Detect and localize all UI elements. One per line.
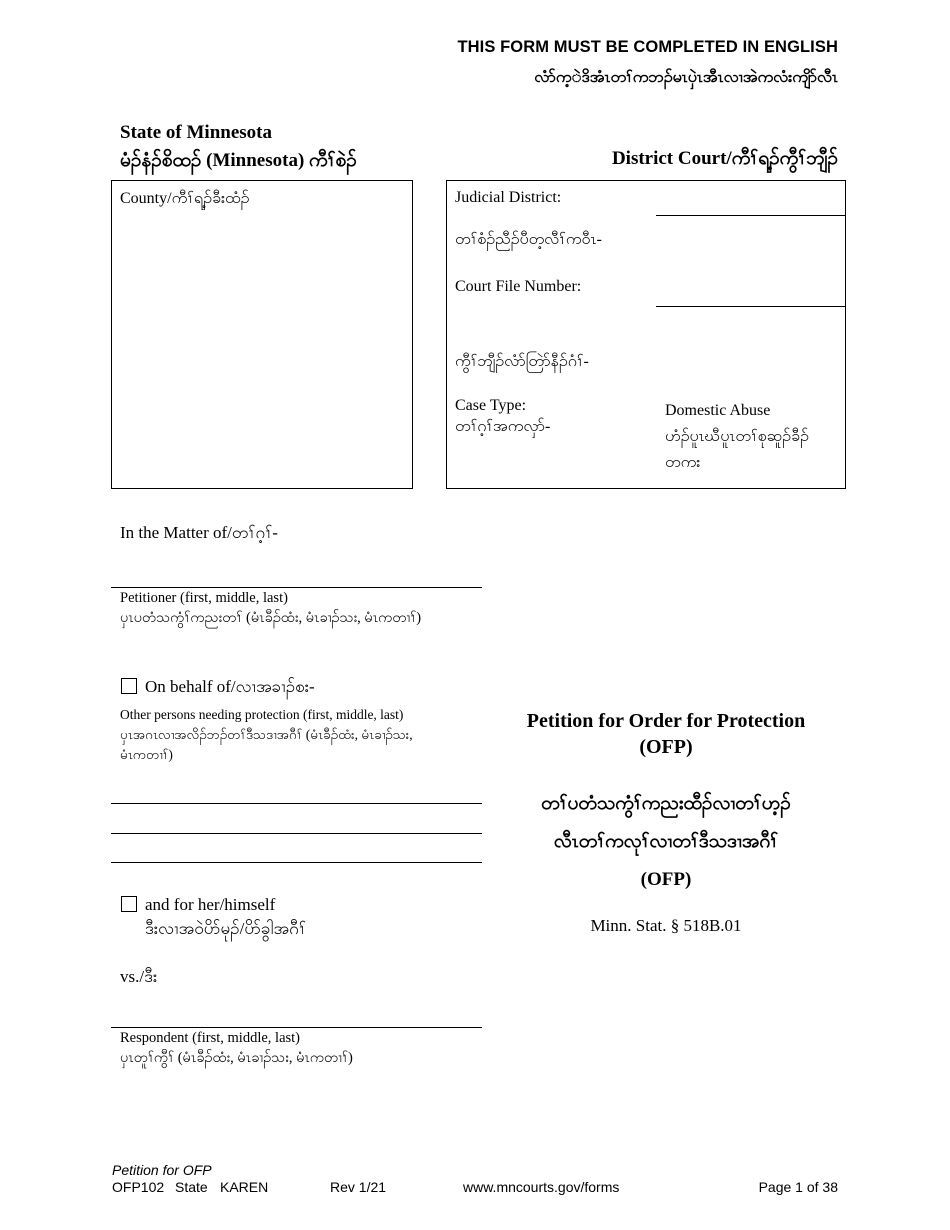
respondent-caption: [120, 1028, 353, 1068]
on-behalf-checkbox[interactable]: [121, 678, 137, 694]
karen-notice: လံာ်က့ဲဒိအံၤတၢ်ကဘၣ်မၤပှဲၤအီၤလၢအဲကလံးကျိာ်လီၤ: [534, 67, 838, 86]
versus-label: vs./ဒီး: [120, 967, 158, 986]
form-title-en: [496, 708, 836, 760]
judicial-district-field-line[interactable]: [656, 215, 845, 216]
court-file-number-field-line[interactable]: [656, 306, 845, 307]
court-file-number-label-kr: ကွီၢ်ဘျီၣ်လံာ်တြဲာ်နီၣ်ဂံၢ်-: [455, 353, 589, 370]
petitioner-caption: [120, 588, 421, 628]
statute-reference: Minn. Stat. § 518B.01: [590, 916, 742, 935]
self-label-en: and for her/himself: [145, 895, 276, 914]
form-title-en-line-1: Petition for Order for Protection: [526, 710, 806, 732]
form-title-en-line-2: (OFP): [639, 736, 693, 758]
state-caption: [120, 119, 357, 175]
case-type-label-en: Case Type:: [455, 397, 527, 414]
footer-language: KAREN: [220, 1179, 269, 1195]
self-label: [145, 893, 306, 941]
judicial-district-label-kr: တၢ်စံၣ်ညီၣ်ပီတ့လီၢ်ကဝီၤ-: [455, 231, 602, 248]
self-label-kr: ဒီးလၢအဝဲပိာ်မုၣ်/ပိာ်ခွါအဂီၢ်: [145, 919, 306, 938]
form-title-kr: [496, 785, 836, 899]
case-type-value-kr-1: ဟံၣ်ပူၤဃီပူၤတၢ်စုဆူၣ်ခီၣ်: [665, 428, 809, 445]
on-behalf-caption-kr-1: ပှၤအဂၤလၢအလိၣ်ဘၣ်တၢ်ဒီသဒၢအဂီၢ် (မံၤခီၣ်ထံး, မံၤခၢၣ်သး,: [120, 727, 413, 742]
footer-form-title: Petition for OFP: [112, 1162, 212, 1178]
county-field-box[interactable]: [111, 180, 413, 489]
court-name: District Court/ကီၢ်ရ့ၣ်ကွီၢ်ဘျီၣ်: [611, 148, 838, 169]
petitioner-caption-kr: ပှၤပတံသကွံၢ်ကညးတၢ် (မံၤခီၣ်ထံး, မံၤခၢၣ်သး, မံၤကတၢၢ်): [120, 610, 422, 626]
protected-person-line-2[interactable]: [111, 833, 482, 834]
case-type-value-kr-2: တကး: [665, 454, 701, 471]
matter-label: In the Matter of/တၢ်ဂ့ၢ်-: [120, 523, 278, 542]
protected-person-line-3[interactable]: [111, 862, 482, 863]
form-title-kr-line-3: (OFP): [640, 869, 692, 890]
form-title-kr-line-2: လီၤတၢ်ကလုၢ်လၢတၢ်ဒီသဒၢအဂီၢ်: [553, 831, 779, 852]
english-notice: THIS FORM MUST BE COMPLETED IN ENGLISH: [457, 38, 838, 56]
footer-page-number: Page 1 of 38: [758, 1179, 838, 1195]
footer-jurisdiction: State: [175, 1179, 208, 1195]
protected-person-line-1[interactable]: [111, 803, 482, 804]
footer-form-code: OFP102: [112, 1179, 165, 1195]
on-behalf-caption: [120, 705, 480, 765]
respondent-caption-en: Respondent (first, middle, last): [120, 1030, 301, 1046]
judicial-district-label-en: Judicial District:: [455, 189, 562, 206]
form-title-kr-line-1: တၢ်ပတံသကွံၢ်ကညးထီၣ်လၢတၢ်ဟ့ၣ်: [541, 793, 791, 814]
case-type-label: [455, 395, 550, 437]
state-name-en: State of Minnesota: [120, 122, 272, 143]
case-type-value: [665, 398, 809, 476]
state-name-kr: မံၣ်နံၣ်စိထၣ် (Minnesota) ကီၢ်စဲၣ်: [120, 150, 357, 171]
petitioner-caption-en: Petitioner (first, middle, last): [120, 590, 288, 606]
respondent-caption-kr: ပှၤတူၢ်ကွီၢ် (မံၤခီၣ်ထံး, မံၤခၢၣ်သး, မံၤကတၢၢ်): [120, 1050, 353, 1066]
on-behalf-caption-kr-2: မံၤကတၢၢ်): [120, 747, 173, 762]
case-type-label-kr: တၢ်ဂ့ၢ်အကလှာ်-: [455, 418, 551, 435]
case-type-value-en: Domestic Abuse: [665, 402, 771, 419]
on-behalf-label: On behalf of/လၢအခၢၣ်စး-: [145, 677, 315, 696]
court-file-number-label-en: Court File Number:: [455, 278, 582, 295]
self-checkbox[interactable]: [121, 896, 137, 912]
footer-revision: Rev 1/21: [330, 1179, 387, 1195]
on-behalf-caption-en: Other persons needing protection (first, middle, last): [120, 707, 404, 722]
footer-url[interactable]: www.mncourts.gov/forms: [463, 1179, 620, 1195]
county-label: County/ကီၢ်ရ့ၣ်ခီးထံၣ်: [120, 190, 250, 207]
